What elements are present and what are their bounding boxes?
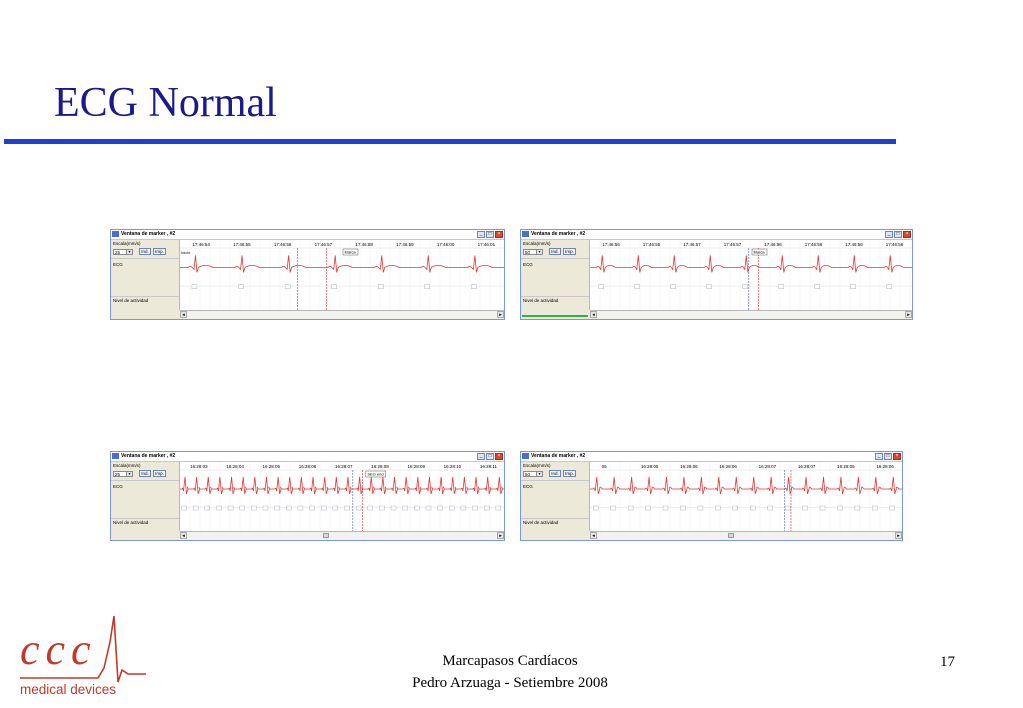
time-label: 17:46:57 <box>314 242 333 247</box>
time-label: 16:28:11 <box>479 464 498 469</box>
marker-text: SEG end <box>367 471 384 477</box>
beat-marker <box>837 506 842 510</box>
logo-text: ccc <box>20 625 97 674</box>
ecg-plot-area[interactable] <box>590 462 902 531</box>
close-icon[interactable]: × <box>495 453 503 460</box>
time-label: 16:28:06 <box>680 464 698 469</box>
ind-button[interactable]: Ind. <box>139 248 151 255</box>
beat-marker <box>851 285 856 289</box>
scale-value: 25 <box>115 472 121 477</box>
scale-value: 25 <box>115 250 121 255</box>
time-label: 17:46:55 <box>233 242 251 247</box>
beat-marker <box>635 285 640 289</box>
beat-marker <box>378 285 383 289</box>
status-area <box>111 311 179 319</box>
activity-channel-label: Nivel de actividad <box>113 520 149 525</box>
time-label: 16:28:04 <box>226 464 244 469</box>
ecg-channel-label: ECG <box>523 484 533 489</box>
beat-marker <box>484 506 489 510</box>
divider <box>111 258 179 259</box>
beat-marker <box>680 506 685 510</box>
beat-marker <box>321 506 326 510</box>
activity-channel-label: Nivel de actividad <box>523 520 559 525</box>
beat-marker <box>768 506 773 510</box>
beat-marker <box>785 506 790 510</box>
beat-marker <box>332 285 337 289</box>
time-label: 16:28:07 <box>335 464 353 469</box>
beat-marker <box>425 285 430 289</box>
ecg-trace-svg <box>180 240 505 312</box>
time-label: 17:46:56 <box>273 242 292 247</box>
footer-line-1: Marcapasos Cardíacos <box>442 653 578 669</box>
beat-marker <box>750 506 755 510</box>
beat-marker <box>368 506 373 510</box>
horizontal-scrollbar[interactable] <box>180 531 504 540</box>
imp-button[interactable]: Imp. <box>563 470 576 477</box>
ecg-trace-svg <box>180 462 505 533</box>
beat-marker <box>333 506 338 510</box>
ecg-trace-svg <box>590 240 913 312</box>
ecg-channel-label: ECG <box>523 262 533 267</box>
beat-marker <box>743 285 748 289</box>
time-label: 16:28:06 <box>298 464 317 469</box>
divider <box>111 296 179 297</box>
beat-marker <box>496 506 501 510</box>
marker-window-top-left[interactable] <box>110 229 505 320</box>
beat-marker <box>286 506 291 510</box>
scroll-left-icon[interactable]: ◂ <box>590 532 597 539</box>
marker-text: Marca <box>753 249 765 255</box>
window-title: Ventana de marker , #2 <box>121 231 176 237</box>
beat-marker <box>379 506 384 510</box>
beat-marker <box>855 506 860 510</box>
beat-marker <box>285 285 290 289</box>
imp-button[interactable]: Imp. <box>563 248 576 255</box>
chevron-down-icon[interactable]: ▾ <box>536 250 542 254</box>
beat-marker <box>733 506 738 510</box>
time-label: 16:28:07 <box>758 464 777 469</box>
window-titlebar[interactable] <box>111 452 504 462</box>
beat-marker <box>414 506 419 510</box>
beat-marker <box>646 506 651 510</box>
beat-marker <box>593 506 598 510</box>
minimize-icon[interactable]: _ <box>477 231 485 238</box>
time-label: 17:46:58 <box>355 242 373 247</box>
time-label: 17:46:57 <box>683 242 701 247</box>
beat-marker <box>240 506 245 510</box>
time-label: 17:46:01 <box>477 242 496 247</box>
time-label: 05 <box>601 464 607 469</box>
controls-panel <box>521 462 590 531</box>
scale-select[interactable] <box>523 249 543 255</box>
scale-label: Escala(mm/s) <box>523 463 551 468</box>
status-area <box>521 532 589 540</box>
horizontal-scrollbar[interactable] <box>180 310 504 319</box>
beat-marker <box>438 506 443 510</box>
time-label: 16:28:05 <box>640 464 659 469</box>
beat-marker <box>461 506 466 510</box>
window-title: Ventana de marker , #2 <box>121 453 176 459</box>
close-icon[interactable]: × <box>903 231 911 238</box>
ind-button[interactable]: Ind. <box>549 248 561 255</box>
imp-button[interactable]: Imp. <box>153 470 166 477</box>
maximize-icon[interactable]: □ <box>486 453 494 460</box>
scroll-thumb[interactable] <box>323 533 329 538</box>
minimize-icon[interactable]: _ <box>875 453 883 460</box>
scroll-left-icon[interactable]: ◂ <box>180 311 187 318</box>
ecg-waveform <box>590 255 913 272</box>
divider <box>111 480 179 481</box>
scroll-left-icon[interactable]: ◂ <box>180 532 187 539</box>
marker-window-top-right[interactable] <box>520 229 913 320</box>
chevron-down-icon[interactable]: ▾ <box>536 472 542 476</box>
time-label: 17:46:56 <box>764 242 782 247</box>
scroll-left-icon[interactable]: ◂ <box>590 311 597 318</box>
page-number: 17 <box>940 654 955 670</box>
time-label: 17:46:59 <box>396 242 414 247</box>
time-label: 16:28:06 <box>876 464 894 469</box>
beat-marker <box>715 506 720 510</box>
divider <box>111 518 179 519</box>
beat-marker <box>356 506 361 510</box>
time-label: 16:28:06 <box>719 464 737 469</box>
scale-label: Escala(mm/s) <box>523 241 551 246</box>
ind-button[interactable]: Ind. <box>549 470 561 477</box>
beat-marker <box>391 506 396 510</box>
marker-window-bottom-right[interactable] <box>520 451 903 541</box>
window-icon <box>112 453 119 459</box>
beat-marker <box>471 285 476 289</box>
beat-marker <box>698 506 703 510</box>
beat-marker <box>181 506 186 510</box>
beat-marker <box>887 285 892 289</box>
window-titlebar[interactable] <box>111 230 504 240</box>
beat-marker <box>473 506 478 510</box>
scale-label: Escala(mm/s) <box>113 463 141 468</box>
beat-marker <box>820 506 825 510</box>
beat-marker <box>707 285 712 289</box>
beat-marker <box>611 506 616 510</box>
ecg-channel-label: ECG <box>113 262 123 267</box>
window-icon <box>112 231 119 237</box>
beat-marker <box>205 506 210 510</box>
time-label: 16:28:08 <box>371 464 389 469</box>
horizontal-scrollbar[interactable] <box>590 531 902 540</box>
beat-marker <box>803 506 808 510</box>
maximize-icon[interactable]: □ <box>884 453 892 460</box>
beat-marker <box>344 506 349 510</box>
close-icon[interactable]: × <box>495 231 503 238</box>
ecg-waveform <box>180 477 505 494</box>
beat-marker <box>671 285 676 289</box>
ecg-waveform <box>180 255 505 272</box>
beat-marker <box>890 506 895 510</box>
minimize-icon[interactable]: _ <box>885 231 893 238</box>
controls-panel <box>111 462 180 531</box>
chevron-down-icon[interactable]: ▾ <box>126 472 132 476</box>
marker-tag: Inicio <box>181 250 191 255</box>
beat-marker <box>216 506 221 510</box>
time-label: 17:46:54 <box>192 242 210 247</box>
scale-value: 50 <box>525 472 531 477</box>
window-title: Ventana de marker , #2 <box>531 231 586 237</box>
beat-marker <box>779 285 784 289</box>
window-titlebar[interactable] <box>521 452 902 462</box>
scroll-right-icon[interactable]: ▸ <box>905 311 912 318</box>
beat-marker <box>426 506 431 510</box>
beat-marker <box>663 506 668 510</box>
beat-marker <box>815 285 820 289</box>
time-label: 16:28:05 <box>262 464 281 469</box>
time-label: 17:46:56 <box>602 242 620 247</box>
ecg-channel-label: ECG <box>113 484 123 489</box>
beat-marker <box>599 285 604 289</box>
logo-subtitle: medical devices <box>20 682 117 697</box>
time-label: 16:28:06 <box>837 464 855 469</box>
divider <box>521 258 589 259</box>
ind-button[interactable]: Ind. <box>139 470 151 477</box>
divider <box>521 518 589 519</box>
time-label: 16:28:07 <box>797 464 816 469</box>
window-icon <box>522 453 529 459</box>
controls-panel <box>521 240 590 310</box>
time-label: 16:28:09 <box>407 464 425 469</box>
status-area <box>521 311 589 319</box>
horizontal-scrollbar[interactable] <box>590 310 912 319</box>
window-title: Ventana de marker , #2 <box>531 453 586 459</box>
footer-line-2: Pedro Arzuaga - Setiembre 2008 <box>412 675 608 691</box>
maximize-icon[interactable]: □ <box>486 231 494 238</box>
divider <box>521 480 589 481</box>
beat-marker <box>872 506 877 510</box>
time-label: 16:28:03 <box>190 464 208 469</box>
window-icon <box>522 231 529 237</box>
title-underline <box>4 139 896 144</box>
beat-marker <box>275 506 280 510</box>
activity-channel-label: Nivel de actividad <box>113 298 149 303</box>
scroll-right-icon[interactable]: ▸ <box>497 532 504 539</box>
time-label: 17:46:57 <box>723 242 742 247</box>
close-icon[interactable]: × <box>893 453 901 460</box>
scroll-right-icon[interactable]: ▸ <box>497 311 504 318</box>
time-label: 17:46:56 <box>885 242 904 247</box>
beat-marker <box>228 506 233 510</box>
beat-marker <box>193 506 198 510</box>
beat-marker <box>449 506 454 510</box>
beat-marker <box>251 506 256 510</box>
beat-marker <box>628 506 633 510</box>
divider <box>521 296 589 297</box>
scale-label: Escala(mm/s) <box>113 241 141 246</box>
ecg-plot-area[interactable] <box>590 240 912 310</box>
scroll-thumb[interactable] <box>728 533 734 538</box>
imp-button[interactable]: Imp. <box>153 248 166 255</box>
time-label: 17:46:56 <box>845 242 863 247</box>
progress-bar <box>522 315 588 317</box>
controls-panel <box>111 240 180 310</box>
window-titlebar[interactable] <box>521 230 912 240</box>
time-label: 17:46:56 <box>804 242 823 247</box>
chevron-down-icon[interactable]: ▾ <box>126 250 132 254</box>
activity-channel-label: Nivel de actividad <box>523 298 559 303</box>
beat-marker <box>310 506 315 510</box>
time-label: 17:46:00 <box>436 242 455 247</box>
minimize-icon[interactable]: _ <box>477 453 485 460</box>
time-label: 17:46:55 <box>642 242 661 247</box>
ecg-plot-area[interactable] <box>180 462 504 531</box>
scale-select[interactable] <box>523 471 543 477</box>
time-label: 16:28:10 <box>443 464 462 469</box>
beat-marker <box>192 285 197 289</box>
status-area <box>111 532 179 540</box>
beat-marker <box>298 506 303 510</box>
marker-window-bottom-left[interactable] <box>110 451 505 541</box>
beat-marker <box>239 285 244 289</box>
scale-select[interactable] <box>113 471 133 477</box>
slide-title: ECG Normal <box>54 80 277 126</box>
beat-marker <box>263 506 268 510</box>
ecg-plot-area[interactable] <box>180 240 504 310</box>
scale-value: 50 <box>525 250 531 255</box>
scale-select[interactable] <box>113 249 133 255</box>
ecg-waveform <box>590 477 903 494</box>
ccc-medical-devices-logo <box>18 612 148 698</box>
marker-text: Marca <box>344 249 356 255</box>
scroll-right-icon[interactable]: ▸ <box>895 532 902 539</box>
maximize-icon[interactable]: □ <box>894 231 902 238</box>
ecg-trace-svg <box>590 462 903 533</box>
beat-marker <box>403 506 408 510</box>
